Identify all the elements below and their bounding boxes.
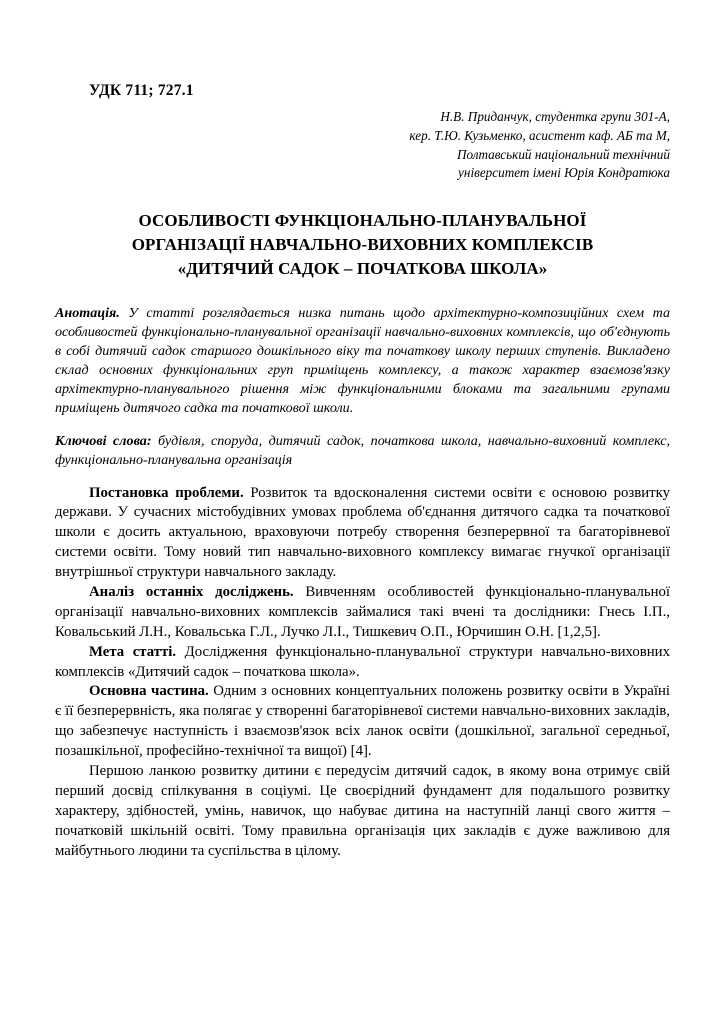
section-heading-inline: Основна частина. — [89, 683, 209, 700]
article-body — [55, 484, 670, 862]
abstract-text: У статті розглядається низка питань щодо архітектурно-композиційних схем та особливостей функціонально-планувальної організації навчально-виховних комплексів, що об'єднують в собі дитячий садок старшого дошкільного віку та початкову школу перших ступенів. Викладено склад основних функціональних груп приміщень комплексу, а також характер взаємозв'язку архітектурно-планувального рішення між функціональними блоками та загальними групами приміщень дитячого садка та початкової школи. — [55, 305, 670, 416]
author-line: Н.В. Приданчук, студентка групи 301-А, — [440, 109, 670, 125]
section-heading-inline: Мета статті. — [89, 643, 177, 660]
section-problem-statement — [55, 484, 670, 583]
section-main-part — [55, 682, 670, 762]
abstract-paragraph — [55, 304, 670, 417]
section-heading-inline: Аналіз останніх досліджень. — [89, 584, 294, 600]
keywords-label: Ключові слова: — [55, 432, 152, 449]
author-line: кер. Т.Ю. Кузьменко, асистент каф. АБ та М, — [409, 127, 670, 143]
section-main-part-continued — [55, 762, 670, 861]
section-recent-research-analysis — [55, 583, 670, 643]
section-text: Вивченням особливостей функціонально-планувальної організації навчально-виховних комплексів займалися такі вчені та дослідники: Гнесь І.П., Ковальський Л.Н., Ковальська Г.Л., Лучко Л.І., Тишкевич О.П., Юрчишин О.Н. [1,2,5]. — [55, 584, 670, 640]
section-text: Першою ланкою розвитку дитини є передусім дитячий садок, в якому вона отримує свій перший досвід спілкування в соціумі. Це своєрідний фундамент для подальшого розвитку характеру, здібностей, умінь, навичок, що набуває дитина на наступній ланці свого життя – початковій шкільній освіті. Тому правильна організація цих закладів є дуже важливою для майбутнього людини та суспільства в цілому. — [55, 763, 670, 859]
section-text: Дослідження функціонально-планувальної структури навчально-виховних комплексів «Дитячий садок – початкова школа». — [55, 643, 670, 680]
section-heading-inline: Постановка проблеми. — [89, 484, 244, 501]
page-content — [55, 0, 670, 861]
affiliation-line: Полтавський національний технічний — [456, 146, 670, 162]
udk-code: УДК 711; 727.1 — [89, 82, 194, 99]
affiliation-line: університет імені Юрія Кондратюка — [458, 165, 670, 181]
section-article-purpose — [55, 643, 670, 683]
section-text: Розвиток та вдосконалення системи освіти є основою розвитку держави. У сучасних містобудівних умовах проблема об'єднання дитячого садка та початкової школи є досить актуальною, враховуючи потребу створення безперервної та багаторівневої системи освіти. Тому новий тип навчально-виховного комплексу вимагає гнучкої організації внутрішньої структури навчального закладу. — [55, 484, 671, 581]
keywords-text: будівля, споруда, дитячий садок, початкова школа, навчально-виховний комплекс, функціонально-планувальна організація — [55, 432, 670, 468]
article-title — [55, 209, 670, 281]
title-line: ОСОБЛИВОСТІ ФУНКЦІОНАЛЬНО-ПЛАНУВАЛЬНОЇ — [138, 210, 587, 230]
title-line: «ДИТЯЧИЙ САДОК – ПОЧАТКОВА ШКОЛА» — [177, 259, 548, 279]
keywords-paragraph — [55, 432, 670, 470]
title-line: ОРГАНІЗАЦІЇ НАВЧАЛЬНО-ВИХОВНИХ КОМПЛЕКСІВ — [131, 235, 594, 255]
author-affiliation-block — [55, 108, 670, 183]
section-text: Одним з основних концептуальних положень розвитку освіти в Україні є її безперервність, яка полягає у створенні багаторівневої системи навчально-виховних закладів, що забезпечує наступність і взаємозв'язок всіх ланок освіти (дошкільної, загальної середньої, позашкільної, професійно-технічної та вищої) [4]. — [55, 683, 670, 760]
abstract-label: Анотація. — [55, 305, 120, 322]
